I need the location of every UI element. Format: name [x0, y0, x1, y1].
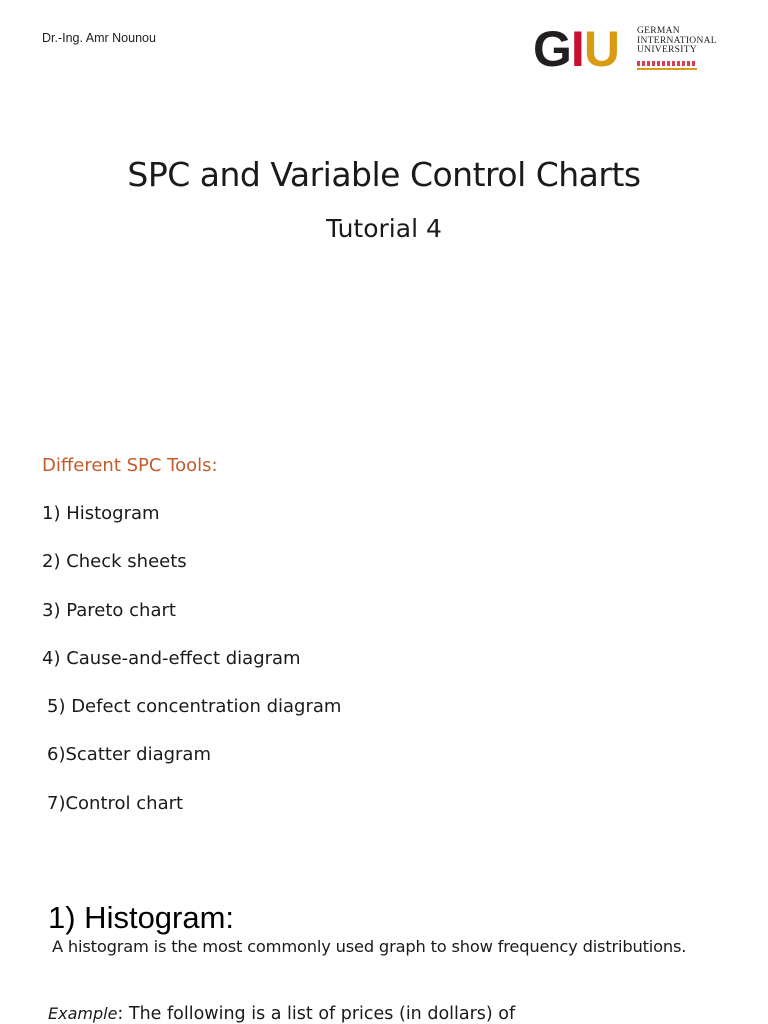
author-name: Dr.-Ing. Amr Nounou: [42, 31, 156, 45]
histogram-heading: 1) Histogram:: [48, 900, 235, 935]
logo-letter-u: U: [583, 21, 619, 77]
list-item: 2) Check sheets: [42, 551, 187, 573]
list-item: 6)Scatter diagram: [47, 744, 211, 766]
example-label: Example: [48, 1004, 118, 1023]
example-text: : The following is a list of prices (in dollars) of: [117, 1004, 516, 1024]
list-item: 4) Cause-and-effect diagram: [42, 647, 301, 669]
example-line: [48, 1004, 515, 1024]
logo-arabic-script: [637, 61, 695, 66]
giu-logo: [533, 21, 723, 77]
logo-wordmark: [637, 27, 717, 56]
spc-tools-heading: Different SPC Tools:: [42, 455, 218, 476]
histogram-paragraph: A histogram is the most commonly used graph to show frequency distributions.: [52, 937, 687, 956]
spc-tools-list: [42, 503, 341, 841]
logo-word-international: INTERNATIONAL: [637, 35, 717, 46]
document-title: SPC and Variable Control Charts: [127, 155, 641, 194]
logo-word-german: GERMAN: [637, 26, 680, 36]
document-subtitle: Tutorial 4: [326, 214, 442, 243]
logo-word-university: UNIVERSITY: [637, 45, 697, 55]
logo-letters: [533, 21, 619, 77]
list-item: 7)Control chart: [47, 792, 184, 814]
logo-underline: [637, 68, 697, 70]
logo-letter-i: I: [570, 21, 584, 77]
logo-letter-g: G: [533, 21, 571, 77]
list-item: 5) Defect concentration diagram: [47, 696, 342, 718]
list-item: 1) Histogram: [42, 503, 160, 524]
list-item: 3) Pareto chart: [42, 599, 176, 621]
